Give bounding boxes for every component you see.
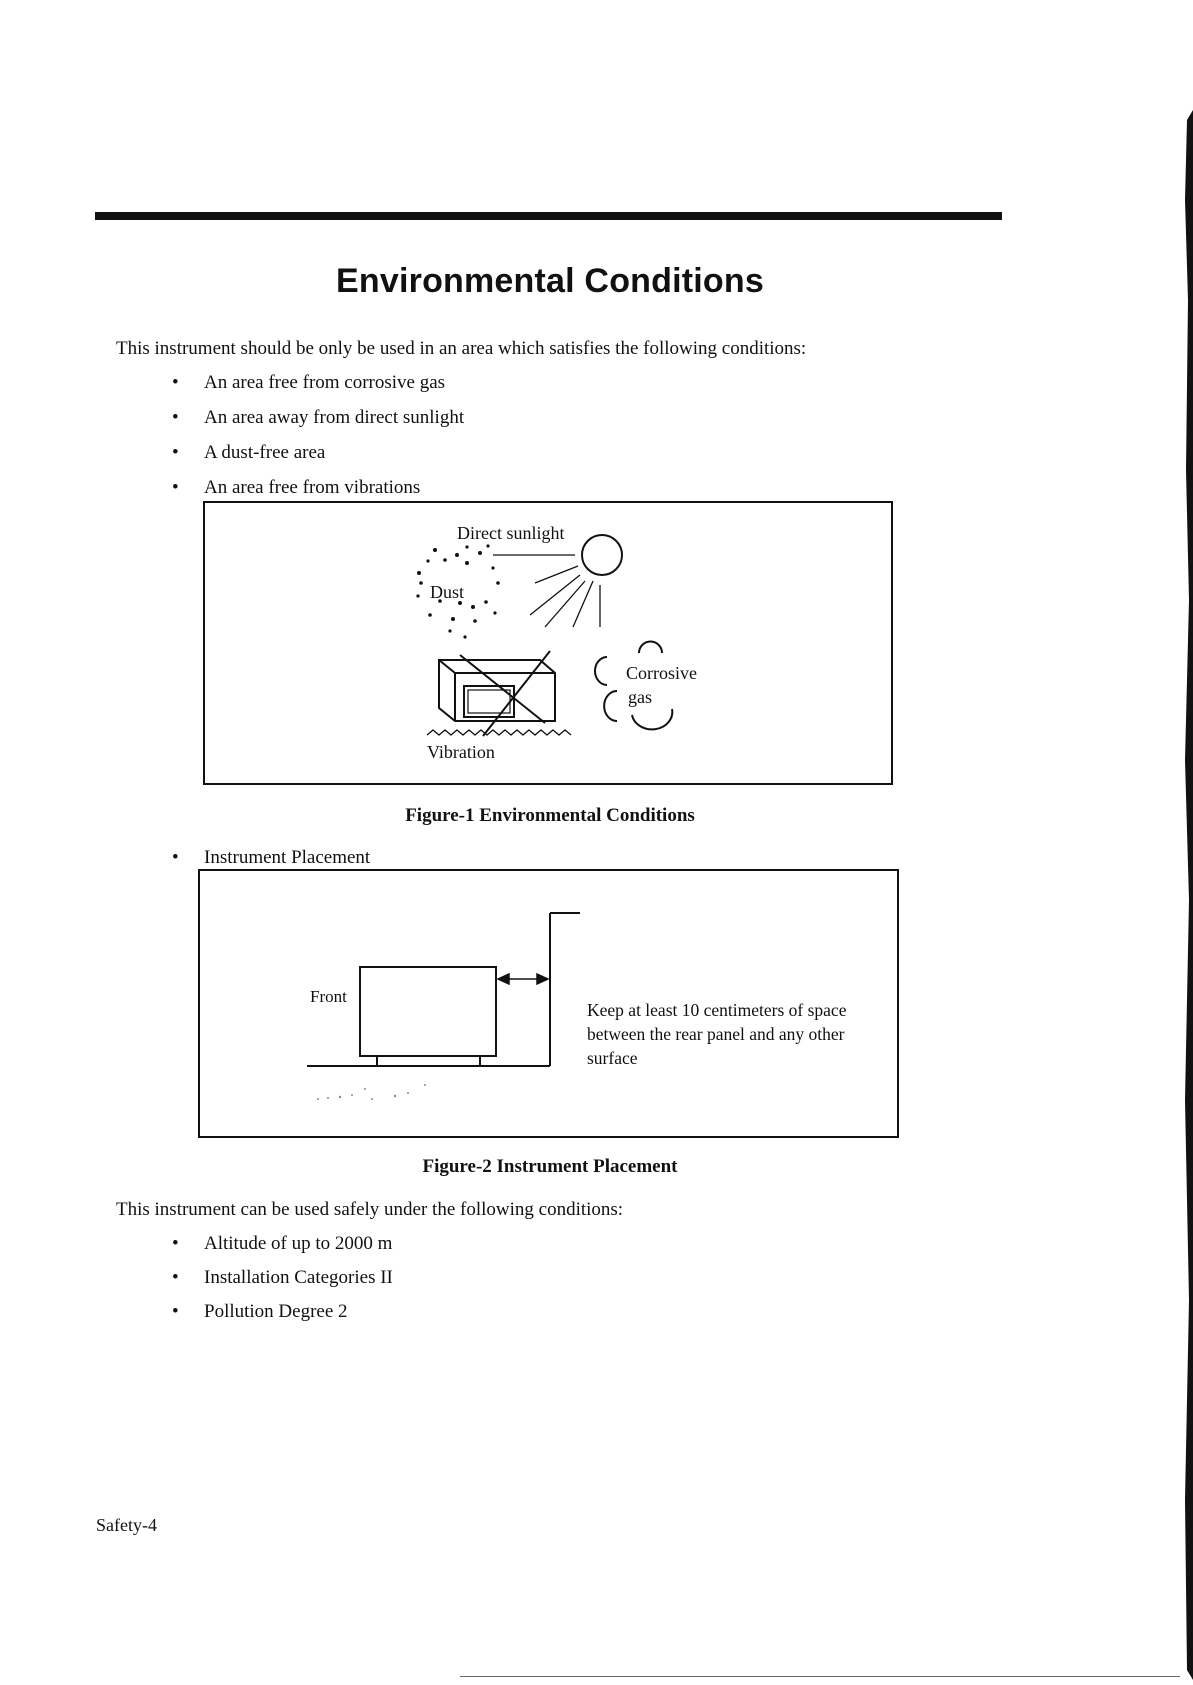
list-item: • An area free from corrosive gas bbox=[172, 372, 464, 407]
spacing-arrow-icon bbox=[498, 974, 548, 984]
env-conditions-list bbox=[172, 372, 464, 512]
placement-note: Keep at least 10 centimeters of space between the rear panel and any other surface bbox=[587, 1000, 847, 1068]
list-item: • An area away from direct sunlight bbox=[172, 407, 464, 442]
floor-speckle bbox=[317, 1084, 426, 1100]
intro-paragraph: This instrument should be only be used in an area which satisfies the following conditions: bbox=[116, 338, 807, 359]
safe-intro-paragraph: This instrument can be used safely under the following conditions: bbox=[116, 1199, 624, 1220]
label-vibration: Vibration bbox=[427, 742, 495, 762]
figure-2-caption: Figure-2 Instrument Placement bbox=[422, 1156, 678, 1177]
top-rule bbox=[95, 212, 1002, 220]
vibration-wave bbox=[427, 730, 571, 735]
page-footer: Safety-4 bbox=[96, 1515, 157, 1535]
figure-2-frame bbox=[198, 869, 899, 1138]
page-title: Environmental Conditions bbox=[336, 262, 764, 300]
scan-edge bbox=[1173, 0, 1193, 1685]
instrument-crossed-icon bbox=[439, 651, 555, 736]
safe-conditions-list bbox=[172, 1233, 393, 1335]
list-item: • Instrument Placement bbox=[172, 847, 370, 869]
figure-1-frame bbox=[203, 501, 893, 785]
figure-1-caption: Figure-1 Environmental Conditions bbox=[405, 805, 695, 826]
wall-outline bbox=[550, 913, 580, 1066]
label-dust: Dust bbox=[430, 582, 465, 602]
label-corrosive: Corrosive bbox=[626, 663, 697, 683]
bottom-scan-line bbox=[460, 1676, 1180, 1677]
sun-rays bbox=[493, 555, 600, 627]
sun-icon bbox=[582, 535, 622, 575]
gas-icon bbox=[595, 642, 672, 730]
list-item: • Installation Categories II bbox=[172, 1267, 393, 1301]
list-item: • An area free from vibrations bbox=[172, 477, 464, 512]
list-item: • A dust-free area bbox=[172, 442, 464, 477]
label-front: Front bbox=[310, 987, 347, 1006]
instrument-feet bbox=[377, 1056, 480, 1066]
instrument-box bbox=[360, 967, 496, 1056]
figure-1-illustration bbox=[205, 503, 891, 783]
list-item: • Altitude of up to 2000 m bbox=[172, 1233, 393, 1267]
placement-list bbox=[172, 847, 370, 869]
label-direct-sunlight: Direct sunlight bbox=[457, 523, 565, 543]
label-gas: gas bbox=[628, 687, 652, 707]
list-item: • Pollution Degree 2 bbox=[172, 1301, 393, 1335]
